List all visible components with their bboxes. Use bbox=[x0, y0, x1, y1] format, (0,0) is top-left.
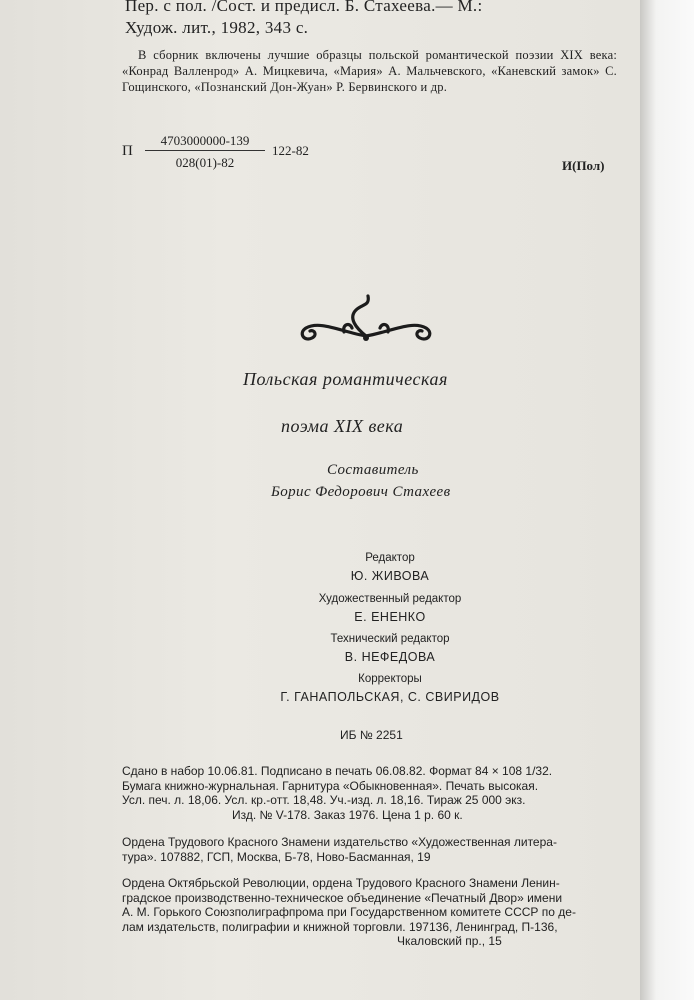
bibliographic-line: Худож. лит., 1982, 343 с. bbox=[125, 18, 309, 37]
credit-role: Корректоры bbox=[358, 673, 422, 685]
printing-line: Сдано в набор 10.06.81. Подписано в печать 06.08.82. Формат 84 × 108 1/32. bbox=[122, 764, 553, 778]
code-numerator: 4703000000-139 bbox=[145, 133, 265, 151]
credit-role: Технический редактор bbox=[330, 633, 450, 645]
publisher-info bbox=[122, 835, 610, 864]
credit-role: Художественный редактор bbox=[318, 593, 462, 605]
printer-line: градское производственно-техническое объединение «Печатный Двор» имени bbox=[122, 890, 563, 905]
background-edge bbox=[640, 0, 694, 1000]
code-denominator: 028(01)-82 bbox=[175, 155, 235, 170]
ib-number: ИБ № 2251 bbox=[340, 728, 403, 742]
classification-code: И(Пол) bbox=[562, 158, 605, 173]
code-suffix: 122-82 bbox=[272, 143, 309, 158]
publisher-line: тура». 107882, ГСП, Москва, Б-78, Ново-Басманная, 19 bbox=[122, 849, 431, 864]
printing-details bbox=[122, 764, 610, 822]
vignette-ornament-icon bbox=[296, 288, 436, 348]
credit-name: Е. ЕНЕНКО bbox=[354, 610, 426, 624]
printing-line: Изд. № V-178. Заказ 1976. Цена 1 р. 60 к. bbox=[232, 807, 463, 822]
bibliographic-line: Пер. с пол. /Сост. и предисл. Б. Стахеева.— М.: bbox=[125, 0, 483, 15]
printer-line: лам издательств, полиграфии и книжной торговли. 197136, Ленинград, П-136, bbox=[122, 919, 558, 934]
credit-role: Редактор bbox=[365, 552, 415, 564]
publisher-line: Ордена Трудового Красного Знамени издательство «Художественная литера- bbox=[122, 835, 557, 849]
printer-info bbox=[122, 876, 610, 949]
printer-line: А. М. Горького Союзполиграфпрома при Государственном комитете СССР по де- bbox=[122, 905, 576, 919]
book-title-line1: Польская романтическая bbox=[243, 369, 448, 389]
compiler-name: Борис Федорович Стахеев bbox=[271, 484, 451, 500]
credit-name: Ю. ЖИВОВА bbox=[350, 569, 430, 583]
compiler-label: Составитель bbox=[327, 462, 419, 478]
book-title-line2: поэма XIX века bbox=[281, 416, 404, 436]
credit-name: В. НЕФЕДОВА bbox=[344, 650, 436, 664]
abstract-paragraph: В сборник включены лучшие образцы польской романтической поэзии XIX века: «Конрад Валленрод» А. Мицкевича, «Мария» А. Мальчевского, «Каневский замок» С. Гощинского, «Познанский Дон-Жуан» Р. Бервинского и др. bbox=[122, 48, 617, 94]
printing-line: Бумага книжно-журнальная. Гарнитура «Обыкновенная». Печать высокая. bbox=[122, 778, 539, 793]
printer-line: Чкаловский пр., 15 bbox=[397, 934, 502, 948]
code-prefix: П bbox=[122, 143, 133, 159]
printer-line: Ордена Октябрьской Революции, ордена Трудового Красного Знамени Ленин- bbox=[122, 876, 560, 890]
credit-name: Г. ГАНАПОЛЬСКАЯ, С. СВИРИДОВ bbox=[280, 690, 500, 704]
printing-line: Усл. печ. л. 18,06. Усл. кр.-отт. 18,48. Уч.-изд. л. 18,16. Тираж 25 000 экз. bbox=[122, 793, 526, 807]
